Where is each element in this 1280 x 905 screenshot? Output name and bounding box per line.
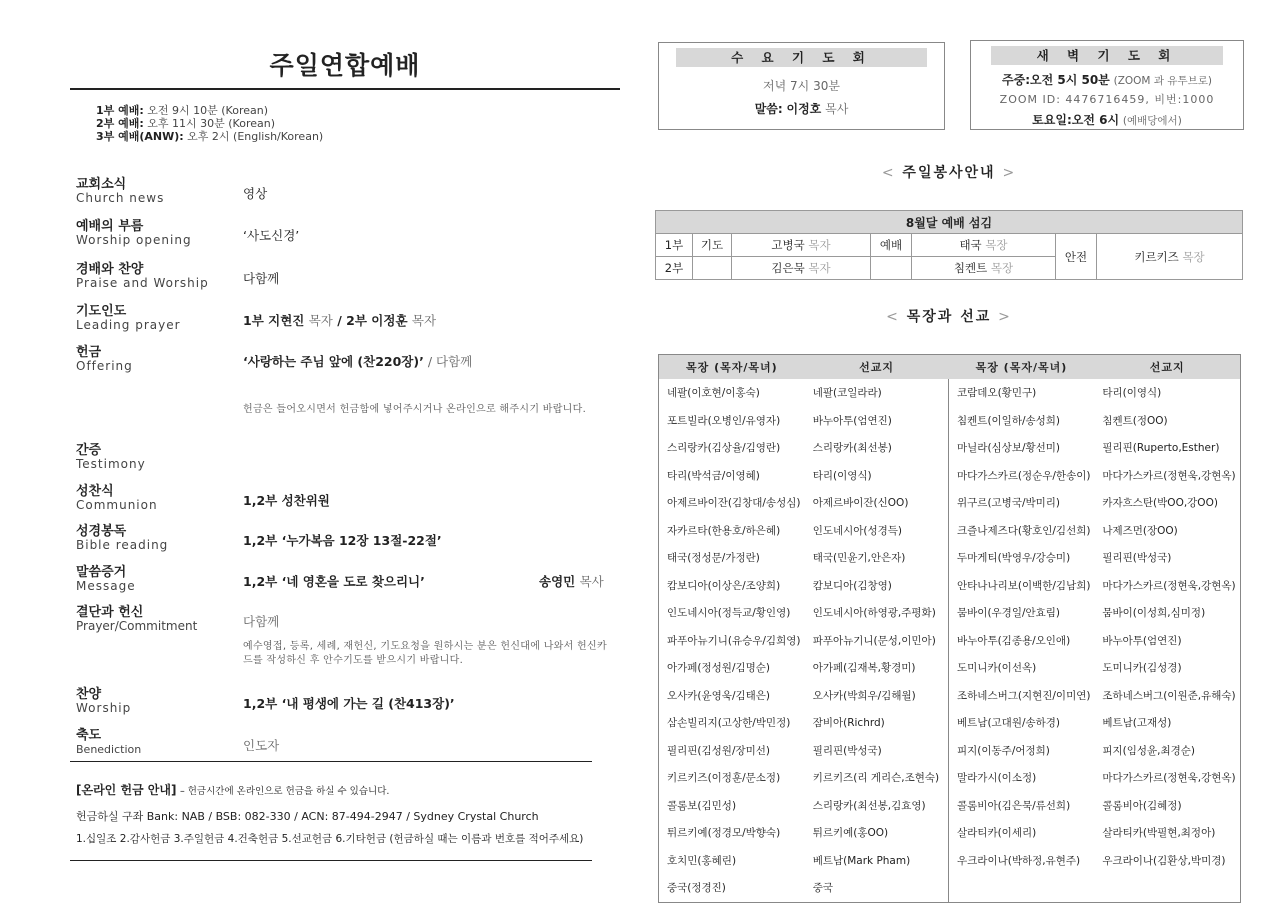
order-label-en: Prayer/Commitment (76, 619, 198, 633)
roster-heading: 8월달 예배 섬김 (656, 211, 1243, 234)
roster-part: 2부 (656, 257, 693, 280)
order-label-ko: 찬양 (76, 687, 102, 702)
mission-row (659, 792, 1241, 820)
mission-header: 선교지 (805, 355, 949, 380)
mission-cell: 타리(박석금/이영혜) (667, 469, 760, 482)
order-label-ko: 말씀증거 (76, 565, 127, 580)
mission-cell: 나제즈먼(장OO) (1102, 524, 1178, 537)
mission-cell: 크즐나제즈다(황호인/김선희) (949, 517, 1095, 545)
mission-cell: 캄보디아(이상은/조양희) (667, 579, 781, 592)
dedication-note: 예수영접, 등록, 세례, 재헌신, 기도요청을 원하시는 분은 헌신대에 나와서 헌신카드를 작성하신 후 안수기도를 받으시기 바랍니다. (243, 641, 607, 666)
mission-cell: 아제르바이잔(신OO) (812, 497, 909, 510)
order-value: 인도자 (243, 738, 280, 753)
roster-prayer-label-empty (693, 257, 732, 280)
mission-cell: 인도네시아(정득교/황인영) (667, 607, 791, 620)
online-account-info: 헌금하실 구좌 Bank: NAB / BSB: 082-330 / ACN: 87-494-2947 / Sydney Crystal Church (76, 810, 539, 823)
order-value: 1,2부 ‘누가복음 12장 13절-22절’ (243, 533, 442, 548)
order-label-en: Leading prayer (76, 318, 181, 332)
mission-cell: 자카르타(한용호/하은혜) (667, 524, 781, 537)
mission-cell: 오사카(박희우/김해월) (812, 689, 916, 702)
roster-prayer-label: 기도 (693, 234, 732, 257)
mission-cell: 바누아투(엄연진) (812, 414, 892, 427)
order-label-ko: 경배와 찬양 (76, 262, 144, 277)
order-value: 다함께 (243, 271, 280, 286)
order-label-en: Praise and Worship (76, 276, 209, 290)
mission-cell: 카자흐스탄(박OO,강OO) (1102, 497, 1218, 510)
message-speaker: 송영민 목사 (539, 574, 604, 589)
mission-cell: 튀르키예(홍OO) (812, 827, 889, 840)
mission-cell: 두마게티(박영우/강승미) (949, 544, 1095, 572)
mission-cell: 오사카(윤영욱/김태은) (667, 689, 771, 702)
mission-cell: 스리랑카(김상율/김영란) (667, 442, 781, 455)
order-value: ‘사랑하는 주님 앞에 (찬220장)’ / 다함께 (243, 354, 473, 369)
mission-cell: 마다가스카르(정순우/한송이) (949, 462, 1095, 490)
order-label-ko: 축도 (76, 728, 102, 743)
mission-cell: 파푸아뉴기니(문성,이민아) (812, 634, 936, 647)
mission-row (659, 544, 1241, 572)
roster-worship-church: 침켄트 목장 (912, 257, 1056, 280)
roster-prayer-leader: 고병국 목자 (732, 234, 871, 257)
mission-row (659, 462, 1241, 490)
wednesday-prayer-box (658, 42, 945, 130)
mission-cell: 필리핀(Ruperto,Esther) (1102, 442, 1220, 455)
offering-types: 1.십일조 2.감사헌금 3.주일헌금 4.건축헌금 5.선교헌금 6.기타헌금 (헌금하실 때는 이름과 번호를 적어주세요) (76, 833, 584, 845)
service-section-title: < 주일봉사안내 > (881, 165, 1017, 181)
mission-cell: 베트남(Mark Pham) (812, 854, 911, 867)
mission-row (659, 434, 1241, 462)
mission-header: 목장 (목자/목녀) (659, 355, 805, 380)
mission-cell: 스리랑카(최선봉) (812, 442, 892, 455)
online-divider-bottom (70, 860, 592, 861)
mission-row (659, 379, 1241, 407)
mission-cell: 인도네시아(하영광,주평화) (812, 607, 936, 620)
mission-cell: 네팔(이호현/이홍숙) (667, 387, 760, 400)
mission-table (658, 354, 1241, 903)
order-label-en: Bible reading (76, 538, 169, 552)
mission-cell: 튀르키예(정경모/박향숙) (667, 827, 781, 840)
roster-worship-label: 예배 (871, 234, 912, 257)
mission-cell: 도미니카(김성경) (1102, 662, 1182, 675)
order-label-ko: 예배의 부름 (76, 219, 144, 234)
order-value: 다함께 (243, 614, 280, 629)
mission-cell: 타리(이영식) (1102, 387, 1162, 400)
mission-cell: 캄보디아(김창영) (812, 579, 892, 592)
mission-cell: 태국(정성문/가정란) (667, 552, 760, 565)
mission-cell: 피지(이동주/어정희) (949, 737, 1095, 765)
title-divider (70, 88, 620, 90)
order-label-en: Message (76, 579, 136, 593)
order-label-en: Communion (76, 498, 158, 512)
service-roster-table (655, 210, 1243, 280)
mission-cell: 살라티카(박필현,최정아) (1102, 827, 1216, 840)
mission-cell: 중국(정경진) (667, 882, 726, 895)
mission-cell: 아가페(정성원/김명순) (667, 662, 771, 675)
order-label-ko: 성찬식 (76, 484, 114, 499)
order-label-en: Benediction (76, 743, 142, 756)
order-label-en: Worship (76, 701, 132, 715)
mission-row (659, 489, 1241, 517)
mission-header: 목장 (목자/목녀) (949, 355, 1095, 380)
roster-prayer-leader: 김은묵 목자 (732, 257, 871, 280)
mission-row (659, 874, 1241, 902)
mission-cell: 아제르바이잔(김창대/송성심) (667, 497, 801, 510)
order-value: 1,2부 ‘내 평생에 가는 길 (찬413장)’ (243, 696, 455, 711)
mission-cell: 키르키즈(이정훈/문소정) (667, 772, 781, 785)
mission-row (659, 847, 1241, 875)
mission-cell: 콜롬보(김민성) (667, 799, 737, 812)
mission-row (659, 407, 1241, 435)
mission-cell: 콜롬비아(김은묵/류선희) (949, 792, 1095, 820)
order-label-en: Worship opening (76, 233, 192, 247)
mission-cell: 파푸아뉴기니(유승우/김희영) (667, 634, 801, 647)
mission-cell: 인도네시아(성경득) (812, 524, 903, 537)
mission-row (659, 599, 1241, 627)
wednesday-prayer-time: 저녁 7시 30분 (763, 79, 840, 93)
wednesday-prayer-speaker: 말씀: 이정호 목사 (754, 102, 849, 116)
page-title: 주일연합예배 (269, 51, 421, 80)
order-label-ko: 기도인도 (76, 304, 127, 319)
mission-cell: 마닐라(심상보/황선미) (949, 434, 1095, 462)
mission-section-title: < 목장과 선교 > (886, 309, 1012, 325)
mission-cell: 도미니카(이선옥) (949, 654, 1095, 682)
order-value: 1,2부 ‘네 영혼을 도로 찾으리니’ (243, 574, 425, 589)
order-value: ‘사도신경’ (243, 228, 300, 243)
mission-cell: 뭄바이(이성희,심미정) (1102, 607, 1206, 620)
mission-cell: 필리핀(박성국) (812, 744, 882, 757)
mission-cell: 마다가스카르(정현욱,강현옥) (1102, 579, 1236, 592)
mission-header: 선교지 (1094, 355, 1240, 380)
mission-cell: 코람데오(황민구) (949, 379, 1095, 407)
order-label-en: Church news (76, 191, 165, 205)
mission-cell: 콜롬비아(김혜정) (1102, 799, 1182, 812)
mission-cell: 침켄트(정OO) (1102, 414, 1168, 427)
mission-cell: 조하네스버그(이원준,유해숙) (1102, 689, 1236, 702)
mission-cell: 필리핀(박성국) (1102, 552, 1172, 565)
roster-part: 1부 (656, 234, 693, 257)
mission-cell: 아가페(김재복,황경미) (812, 662, 916, 675)
order-label-ko: 결단과 헌신 (76, 605, 144, 620)
order-value: 1,2부 성찬위원 (243, 493, 330, 508)
mission-cell: 잠비아(Richrd) (812, 717, 885, 730)
mission-row (659, 654, 1241, 682)
roster-worship-church: 태국 목장 (912, 234, 1056, 257)
mission-cell (1094, 874, 1240, 902)
service-time-3: 3부 예배(ANW): 오후 2시 (English/Korean) (96, 130, 324, 143)
dawn-prayer-box (970, 40, 1244, 130)
service-times (96, 104, 323, 143)
mission-cell: 네팔(코일라라) (812, 387, 882, 400)
order-label-en: Offering (76, 359, 133, 373)
roster-row-1 (656, 234, 1243, 257)
mission-row (659, 737, 1241, 765)
mission-row (659, 764, 1241, 792)
mission-row (659, 709, 1241, 737)
mission-cell: 삼손빌리지(고상한/박민정) (667, 717, 791, 730)
mission-cell: 바누아투(엄연진) (1102, 634, 1182, 647)
mission-cell: 우크라이나(박하정,유현주) (949, 847, 1095, 875)
service-time-1: 1부 예배: 오전 9시 10분 (Korean) (96, 104, 268, 117)
mission-cell: 말라가시(이소정) (949, 764, 1095, 792)
mission-row (659, 682, 1241, 710)
mission-cell: 위구르(고병국/박미리) (949, 489, 1095, 517)
roster-worship-label-empty (871, 257, 912, 280)
mission-cell: 살라티카(이세리) (949, 819, 1095, 847)
mission-cell: 마다가스카르(정현욱,강현옥) (1102, 469, 1236, 482)
mission-cell: 필리핀(김성원/장미선) (667, 744, 771, 757)
mission-cell: 조하네스버그(지현진/이미연) (949, 682, 1095, 710)
mission-cell: 태국(민윤기,안은자) (812, 552, 906, 565)
mission-cell: 우크라이나(김환상,박미경) (1102, 854, 1226, 867)
mission-cell: 뭄바이(우경일/안효림) (949, 599, 1095, 627)
online-divider-top (70, 761, 592, 762)
mission-cell: 바누아투(김종용/오인애) (949, 627, 1095, 655)
order-value: 영상 (243, 186, 268, 201)
mission-cell: 베트남(고재성) (1102, 717, 1172, 730)
order-label-ko: 간증 (76, 443, 102, 458)
mission-row (659, 819, 1241, 847)
dawn-prayer-zoom: ZOOM ID: 4476716459, 비번:1000 (999, 93, 1215, 106)
mission-cell: 안타나나리보(이백한/김남희) (949, 572, 1095, 600)
order-label-ko: 교회소식 (76, 177, 127, 192)
dawn-prayer-weekday: 주중:오전 5시 50분 (ZOOM 과 유투브로) (1002, 73, 1212, 87)
mission-cell: 호치민(홍혜린) (667, 854, 737, 867)
dawn-prayer-saturday: 토요일:오전 6시 (예배당에서) (1032, 113, 1182, 127)
online-offering-heading: [온라인 헌금 안내] – 헌금시간에 온라인으로 헌금을 하실 수 있습니다. (76, 783, 390, 797)
mission-cell: 마다가스카르(정현욱,강현옥) (1102, 772, 1236, 785)
offering-note: 헌금은 들어오시면서 헌금함에 넣어주시거나 온라인으로 해주시기 바랍니다. (243, 404, 587, 415)
mission-cell: 포트빌라(오병인/유영자) (667, 414, 781, 427)
mission-cell: 베트남(고대원/송하경) (949, 709, 1095, 737)
mission-cell: 타리(이영식) (812, 469, 872, 482)
order-label-ko: 성경봉독 (76, 524, 127, 539)
order-label-ko: 헌금 (76, 345, 102, 360)
roster-safety-church: 키르키즈 목장 (1097, 234, 1243, 280)
dawn-prayer-title: 새 벽 기 도 회 (991, 46, 1223, 65)
roster-safety-label: 안전 (1056, 234, 1097, 280)
mission-table-body (659, 379, 1241, 902)
mission-cell (949, 874, 1095, 902)
mission-row (659, 517, 1241, 545)
mission-cell: 중국 (812, 882, 833, 895)
mission-row (659, 572, 1241, 600)
mission-cell: 침켄트(이일하/송성희) (949, 407, 1095, 435)
service-time-2: 2부 예배: 오후 11시 30분 (Korean) (96, 117, 275, 130)
mission-cell: 스리랑카(최선봉,김효영) (812, 799, 926, 812)
mission-cell: 키르키즈(리 게리슨,조현숙) (812, 772, 940, 785)
wednesday-prayer-title: 수 요 기 도 회 (676, 48, 927, 67)
order-value: 1부 지현진 목자 / 2부 이정훈 목자 (243, 313, 437, 328)
mission-table-header (659, 355, 1241, 380)
order-label-en: Testimony (76, 457, 146, 471)
mission-row (659, 627, 1241, 655)
mission-cell: 피지(임성윤,최경순) (1102, 744, 1196, 757)
